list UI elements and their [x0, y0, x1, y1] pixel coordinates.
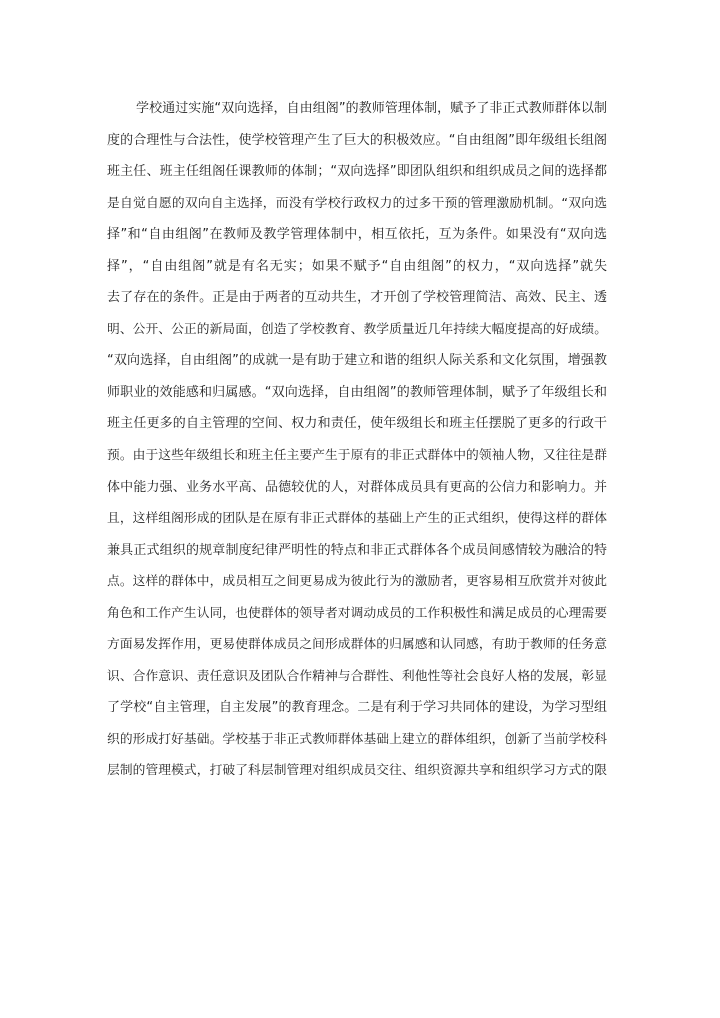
text-line-1: 学校通过实施“双向选择，自由组阁”的教师管理体制，赋予了非正式教师群体以制 [136, 101, 607, 116]
text-line-20: 了学校“自主管理，自主发展”的教育理念。二是有利于学习共同体的建设，为学习型组 [107, 700, 607, 716]
text-line-6: 择”，“自由组阁”就是有名无实；如果不赋予“自由组阁”的权力，“双向选择”就失 [107, 258, 607, 274]
text-line-19: 识、合作意识、责任意识及团队合作精神与合群性、利他性等社会良好人格的发展，彰显 [107, 668, 607, 684]
text-line-11: 班主任更多的自主管理的空间、权力和责任，使年级组长和班主任摆脱了更多的行政干 [107, 416, 607, 432]
text-line-16: 点。这样的群体中，成员相互之间更易成为彼此行为的激励者，更容易相互欣赏并对彼此 [107, 574, 607, 590]
text-line-10: 师职业的效能感和归属感。“双向选择，自由组阁”的教师管理体制，赋予了年级组长和 [107, 384, 607, 400]
text-line-14: 且，这样组阁形成的团队是在原有非正式群体的基础上产生的正式组织，使得这样的群体 [107, 511, 607, 527]
text-line-2: 度的合理性与合法性，使学校管理产生了巨大的积极效应。“自由组阁”即年级组长组阁 [107, 132, 607, 148]
text-line-7: 去了存在的条件。正是由于两者的互动共生，才开创了学校管理简洁、高效、民主、透 [107, 290, 607, 306]
text-line-9: “双向选择，自由组阁”的成就一是有助于建立和谐的组织人际关系和文化氛围，增强教 [107, 353, 607, 369]
text-line-21: 织的形成打好基础。学校基于非正式教师群体基础上建立的群体组织，创新了当前学校科 [107, 731, 607, 747]
text-line-8: 明、公开、公正的新局面，创造了学校教育、教学质量近几年持续大幅度提高的好成绩。 [107, 321, 607, 337]
text-line-12: 预。由于这些年级组长和班主任主要产生于原有的非正式群体中的领袖人物，又往往是群 [107, 448, 607, 464]
text-line-17: 角色和工作产生认同，也使群体的领导者对调动成员的工作积极性和满足成员的心理需要 [107, 605, 607, 621]
body-paragraph [107, 93, 607, 787]
text-line-4: 是自觉自愿的双向自主选择，而没有学校行政权力的过多干预的管理激励机制。“双向选 [107, 195, 607, 211]
text-line-3: 班主任、班主任组阁任课教师的体制；“双向选择”即团队组织和组织成员之间的选择都 [107, 164, 607, 180]
text-line-22: 层制的管理模式，打破了科层制管理对组织成员交往、组织资源共享和组织学习方式的限 [107, 763, 607, 779]
text-line-5: 择”和“自由组阁”在教师及教学管理体制中，相互依托，互为条件。如果没有“双向选 [107, 227, 607, 243]
text-line-18: 方面易发挥作用，更易使群体成员之间形成群体的归属感和认同感，有助于教师的任务意 [107, 637, 607, 653]
text-line-13: 体中能力强、业务水平高、品德较优的人，对群体成员具有更高的公信力和影响力。并 [107, 479, 607, 495]
text-line-15: 兼具正式组织的规章制度纪律严明性的特点和非正式群体各个成员间感情较为融洽的特 [107, 542, 607, 558]
